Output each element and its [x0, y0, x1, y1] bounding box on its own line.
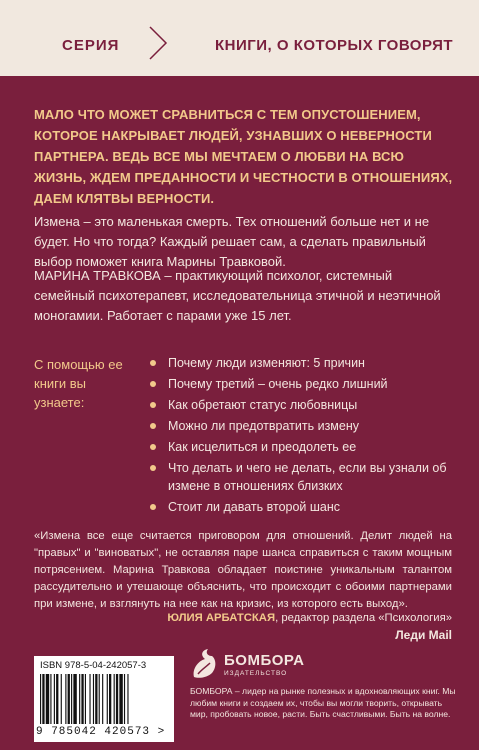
bullet-dot-icon	[150, 402, 156, 408]
bullet-item: Почему третий – очень редко лишний	[150, 375, 450, 393]
barcode-bar	[85, 674, 86, 724]
bullet-item: Как исцелиться и преодолеть ее	[150, 438, 450, 456]
barcode-bar	[71, 674, 72, 724]
barcode-bar	[107, 674, 108, 724]
barcode-bar	[56, 674, 58, 724]
barcode-bar	[42, 674, 44, 724]
reviewer-role: , редактор раздела «Психология»	[275, 612, 452, 624]
barcode-bar	[81, 674, 83, 724]
reviewer-name: ЮЛИЯ АРБАТСКАЯ	[167, 612, 276, 624]
barcode-bar	[102, 674, 103, 724]
barcode	[34, 656, 174, 742]
barcode-bar	[127, 674, 128, 724]
barcode-bar	[116, 674, 118, 724]
lead-text: МАЛО ЧТО МОЖЕТ СРАВНИТЬСЯ С ТЕМ ОПУСТОШЕНИЕМ, КОТОРОЕ НАКРЫВАЕТ ЛЮДЕЙ, УЗНАВШИХ О НЕВЕРНОСТИ ПАРТНЕРА. ВЕДЬ ВСЕ МЫ МЕЧТАЕМ О ЛЮБВИ НА ВСЮ ЖИЗНЬ, ЖДЕМ ПРЕДАННОСТИ И ЧЕСТНОСТИ В ОТНОШЕНИЯХ, ДАЕМ КЛЯТВЫ ВЕРНОСТИ.	[34, 107, 453, 206]
barcode-bar	[124, 674, 125, 724]
barcode-bar	[61, 674, 62, 724]
barcode-bar	[68, 674, 70, 724]
barcode-number: 9 785042 420573 >	[36, 726, 166, 738]
learn-label: С помощью ее книги вы узнаете:	[34, 357, 123, 410]
barcode-bar	[46, 674, 49, 724]
publisher-name: БОМБОРА	[224, 652, 305, 669]
barcode-bar	[119, 674, 122, 724]
barcode-bar	[114, 674, 115, 724]
barcode-bar	[99, 674, 100, 724]
barcode-bar	[40, 674, 41, 724]
review-quote: «Измена все еще считается приговором для отношений. Делит людей на "правых" и "виноватых", не оставляя паре шанса справиться с таким мощным потрясением. Марина Травкова обладает поистине уникальным талантом рассудительно и утешающе объяснить, что происходит с обоими партнерами при измене, и взглянуть на нее как на кризис, из которого есть выход».	[34, 530, 452, 610]
bullet-dot-icon	[150, 444, 156, 450]
bullet-item: Как обретают статус любовницы	[150, 396, 450, 414]
bullet-list	[150, 354, 450, 519]
bullet-dot-icon	[150, 465, 156, 471]
barcode-bar	[54, 674, 55, 724]
author-paragraph: МАРИНА ТРАВКОВА – практикующий психолог, системный семейный психотерапевт, исследовательница этичной и неэтичной моногамии. Работает с парами уже 15 лет.	[34, 268, 441, 323]
barcode-bar	[50, 674, 51, 724]
barcode-bar	[95, 674, 97, 724]
bullet-item: Можно ли предотвратить измену	[150, 417, 450, 435]
quote-attribution	[34, 610, 452, 627]
series-band	[0, 0, 479, 76]
barcode-bar	[109, 674, 111, 724]
barcode-bar	[73, 674, 76, 724]
intro-paragraph: Измена – это маленькая смерть. Тех отношений больше нет и не будет. Но что тогда? Каждый решает сам, а сделать правильный выбор поможет книга Марины Травковой.	[34, 214, 430, 269]
bullet-item: Что делать и чего не делать, если вы узнали об измене в отношениях близких	[150, 459, 450, 495]
bullet-dot-icon	[150, 360, 156, 366]
barcode-bar	[89, 674, 90, 724]
publisher-subtitle: ИЗДАТЕЛЬСТВО	[224, 670, 288, 677]
chevron-right-icon	[146, 25, 170, 61]
barcode-bar	[65, 674, 66, 724]
bombora-logo-icon	[190, 647, 220, 681]
barcode-bar	[93, 674, 94, 724]
barcode-bar	[79, 674, 80, 724]
bullet-dot-icon	[150, 504, 156, 510]
barcode-bars	[38, 674, 170, 724]
bullet-item: Стоит ли давать второй шанс	[150, 498, 450, 516]
outlet-name: Леди Mail	[395, 628, 452, 642]
series-label: СЕРИЯ	[62, 37, 120, 54]
bullet-item: Почему люди изменяют: 5 причин	[150, 354, 450, 372]
isbn-text: ISBN 978-5-04-242057-3	[40, 660, 147, 671]
bullet-dot-icon	[150, 381, 156, 387]
series-name: КНИГИ, О КОТОРЫХ ГОВОРЯТ	[215, 37, 454, 54]
bullet-dot-icon	[150, 423, 156, 429]
publisher-blurb: БОМБОРА – лидер на рынке полезных и вдохновляющих книг. Мы любим книги и создаем их, чтобы вы могли творить, открывать мир, пробовать новое, расти. Быть счастливыми. Быть на волне.	[190, 686, 456, 719]
